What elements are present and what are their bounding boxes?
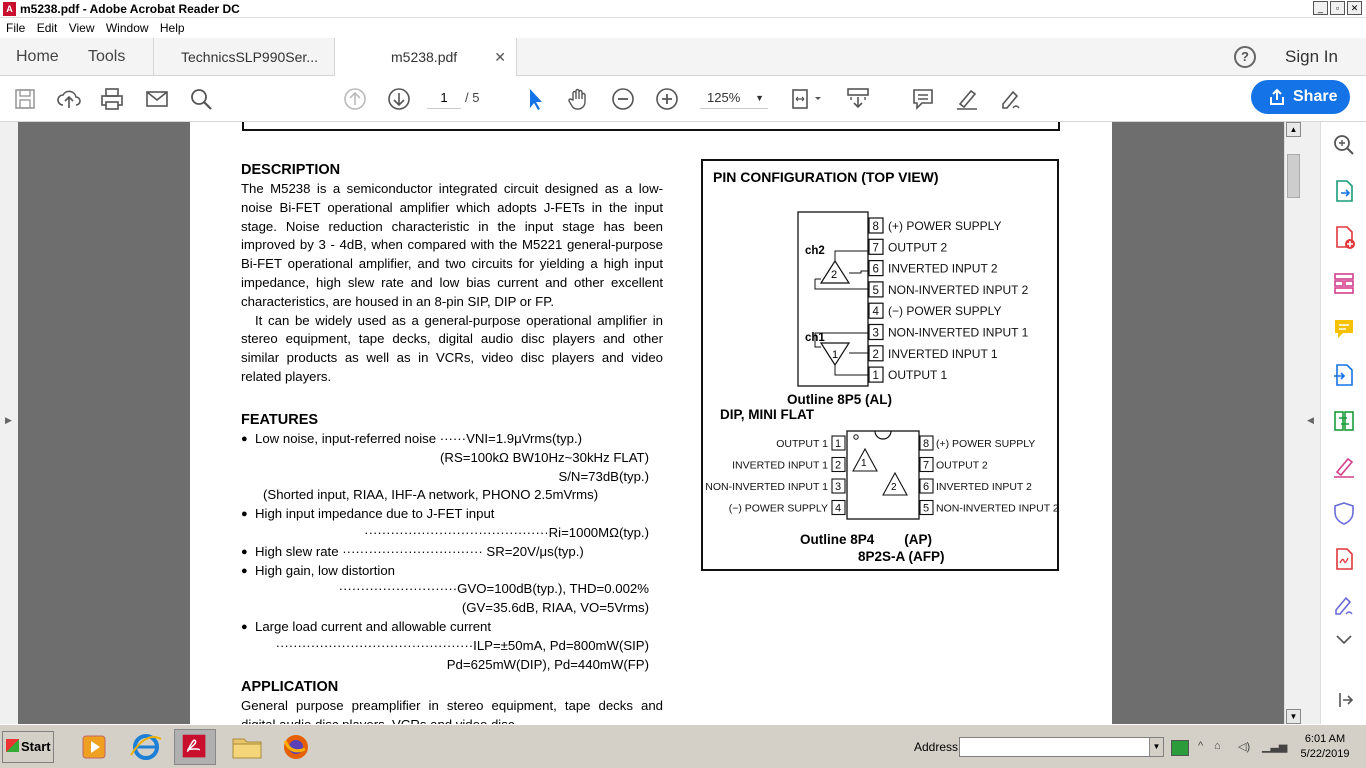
dip-pin-label: INVERTED INPUT 1 [732,459,828,472]
dip-pin-label: OUTPUT 2 [936,459,988,472]
menu-window[interactable]: Window [105,21,149,35]
window-title: m5238.pdf - Adobe Acrobat Reader DC [20,2,240,16]
internet-explorer-icon[interactable] [125,729,167,765]
dip-amp-2-number: 2 [891,482,897,493]
menu-edit[interactable]: Edit [36,21,58,35]
page-number-input[interactable]: 1 [427,87,461,109]
clock-time: 6:01 AM [1304,733,1346,745]
file-explorer-icon[interactable] [226,729,268,765]
feature-detail: ···························GVO=100dB(typ.), THD=0.002% [338,581,649,597]
features-section [241,410,663,674]
windows-logo-icon [6,739,19,752]
acrobat-app-icon: A [3,2,16,16]
acrobat-taskbar-icon[interactable] [174,729,216,765]
toolbar [0,76,1366,122]
next-page-icon[interactable] [386,86,412,112]
zoom-search-icon[interactable] [1331,132,1357,158]
sip-pin-label: OUTPUT 1 [888,368,948,383]
media-player-icon[interactable] [74,729,116,765]
feature-detail: (RS=100kΩ BW10Hz~30kHz FLAT) [440,449,649,465]
right-panel-toggle-strip[interactable] [1302,122,1320,724]
network-tray-icon[interactable]: ⌂ [1214,740,1221,752]
chevron-down-icon: ▼ [755,93,764,103]
collapse-panel-icon[interactable] [1331,690,1357,710]
dip-pin-number: 8 [923,438,930,450]
feature-item: ● Low noise, input-referred noise ······VNI=1.9μVrms(typ.) [241,430,663,449]
system-clock[interactable] [1294,732,1356,762]
pin-configuration-box [701,159,1059,571]
export-pdf-icon[interactable] [1331,178,1357,204]
save-icon[interactable] [12,86,38,112]
feature-detail: Pd=625mW(DIP), Pd=440mW(FP) [446,656,649,672]
sip-pin-number: 6 [872,263,879,276]
features-heading: FEATURES [241,412,319,428]
send-for-review-icon[interactable] [1331,362,1357,388]
ch1-label: ch1 [805,332,825,344]
pin-configuration-title: PIN CONFIGURATION (TOP VIEW) [713,169,939,185]
tab-label: m5238.pdf [391,49,458,65]
share-button[interactable]: Share [1251,80,1350,114]
tab-label: TechnicsSLP990Ser... [181,49,318,65]
dip-outline-label-2: 8P2S-A (AFP) [858,549,945,564]
page-border-line [242,122,1060,131]
tray-chevron-icon[interactable]: ^ [1198,740,1204,752]
document-viewport[interactable] [0,122,1320,724]
dip-pin-label: NON-INVERTED INPUT 1 [705,481,828,493]
feature-item: ● High gain, low distortion [241,562,663,581]
tab-bar [0,38,1366,76]
feature-detail: (GV=35.6dB, RIAA, VO=5Vrms) [461,600,649,616]
sign-in-link[interactable]: Sign In [1285,47,1338,66]
title-bar [0,0,1366,18]
sip-pin-label: INVERTED INPUT 1 [888,346,998,361]
collapse-right-panel-icon[interactable]: ◀ [1307,415,1314,425]
search-icon[interactable] [188,86,214,112]
page-total: / 5 [465,90,480,105]
dip-pin-number: 2 [835,459,842,472]
dip-pin-number: 4 [835,502,842,515]
minimize-button[interactable]: _ [1313,1,1328,15]
amp-1-number: 1 [832,349,839,361]
dip-pin-label: (+) POWER SUPPLY [936,438,1036,450]
dip-pin-label: INVERTED INPUT 2 [936,481,1032,493]
restore-button[interactable]: ▫ [1330,1,1345,15]
feature-item: ● High input impedance due to J-FET input [241,505,663,524]
dip-pin-label: NON-INVERTED INPUT 2 [936,502,1059,515]
dip-pin-label: (−) POWER SUPPLY [728,502,828,515]
email-icon[interactable] [144,86,170,112]
firefox-icon[interactable] [275,729,317,765]
feature-detail: (Shorted input, RIAA, IHF-A network, PHONO 2.5mVrms) [263,487,599,503]
clock-date: 5/22/2019 [1300,748,1350,760]
hand-tool-icon[interactable] [566,86,592,112]
tab-document-m5238[interactable] [334,38,516,77]
description-paragraph-1: The M5238 is a semiconductor integrated circuit designed as a low-noise Bi-FET operational amplifier which adopts J-FETs in the input stage. Noise reduction characteristic in the input stage has been improved by 3 - 4dB, when compared with the M5221 general-purpose Bi-FET operational amplifier, and two circuits for yielding a high input impedance, high slew rate and low bias current and other excellent characteristics, are housed in an 8-pin SIP, DIP or FP. [241,181,663,309]
volume-icon[interactable]: ◁) [1238,741,1251,753]
protect-shield-icon[interactable] [1331,500,1357,526]
dip-pin-number: 7 [923,459,930,472]
description-section [241,160,663,387]
highlight-pen-icon[interactable] [954,86,980,112]
address-input[interactable] [959,737,1164,757]
dip-pin-label: OUTPUT 1 [776,438,828,450]
previous-page-icon[interactable] [342,86,368,112]
application-heading: APPLICATION [241,679,339,695]
sip-pin-label: (+) POWER SUPPLY [888,219,1002,233]
sip-pin-number: 4 [872,306,879,319]
create-pdf-icon[interactable] [1331,224,1357,250]
left-panel-collapsed[interactable] [0,122,18,724]
edit-pdf-icon[interactable] [1331,546,1357,572]
taskbar [0,724,1366,768]
request-signature-icon[interactable] [1331,592,1357,618]
feature-detail: S/N=73dB(typ.) [558,468,649,484]
start-button[interactable]: Start [2,731,54,763]
scroll-down-button[interactable]: ▼ [1286,709,1301,724]
sip-pin-number: 1 [872,370,879,383]
dip-amp-1-number: 1 [861,458,867,469]
address-dropdown-icon[interactable]: ▼ [1149,738,1163,756]
scroll-up-button[interactable]: ▲ [1286,122,1301,137]
zoom-value: 125% [707,90,741,105]
menu-file[interactable]: File [6,21,26,35]
sip-pin-number: 2 [872,348,879,361]
close-tab-icon[interactable]: ✕ [494,49,506,65]
sip-pin-label: NON-INVERTED INPUT 1 [888,325,1029,340]
dip-pin-number: 3 [835,481,842,493]
feature-item: ● Large load current and allowable current [241,618,663,637]
sip-pin-label: INVERTED INPUT 2 [888,261,998,276]
menu-help[interactable]: Help [159,21,185,35]
fill-sign-icon[interactable] [1331,454,1357,480]
expand-left-panel-icon[interactable]: ▶ [5,415,12,425]
sip-pin-number: 3 [872,327,879,340]
dip-pin-number: 1 [835,438,842,450]
sip-pin-number: 8 [872,221,879,233]
sip-pin-label: OUTPUT 2 [888,240,948,255]
print-icon[interactable] [99,86,125,112]
ch2-label: ch2 [805,245,825,257]
feature-detail: ·············································ILP=±50mA, Pd=800mW(SIP) [275,637,649,653]
application-paragraph: General purpose preamplifier in stereo equipment, tape decks and [241,698,663,713]
dip-heading: DIP, MINI FLAT [720,407,814,422]
compare-files-icon[interactable] [1331,408,1357,434]
sip-pin-number: 5 [872,284,879,297]
sign-pen-icon[interactable] [998,86,1024,112]
right-tools-panel [1320,122,1366,724]
dip-package-body [847,431,919,519]
tab-tools[interactable]: Tools [88,48,126,65]
menu-bar [0,18,1366,38]
share-icon [1268,88,1286,106]
description-paragraph-2: It can be widely used as a general-purpose operational amplifier in stereo equipment, tape decks, digital audio disc players and other similar products as well as in VCRs, video disc players and video related players. [241,312,663,384]
fit-page-icon[interactable] [790,86,826,112]
pin-configuration-diagram [703,161,1061,573]
sip-pin-label: (−) POWER SUPPLY [888,304,1002,319]
dip-pin-number: 6 [923,481,930,493]
close-window-button[interactable]: ✕ [1347,1,1362,15]
feature-item: ● High slew rate ································ SR=20V/μs(typ.) [241,543,663,562]
scroll-mode-icon[interactable] [845,86,871,112]
dip-outline-label: Outline 8P4 (AP) [800,532,933,547]
tab-document-technics[interactable] [153,38,334,76]
organize-pages-icon[interactable] [1331,270,1357,296]
help-icon[interactable]: ? [1234,46,1256,68]
upload-cloud-icon[interactable] [56,86,82,112]
go-arrow-icon[interactable] [1171,740,1189,756]
signal-bars-icon[interactable]: ▁▃▅ [1262,741,1288,753]
scroll-thumb[interactable] [1287,154,1300,198]
sip-outline-label: Outline 8P5 (AL) [787,392,893,407]
zoom-level-select[interactable] [700,87,768,109]
amp-2-number: 2 [831,269,838,281]
comment-icon[interactable] [910,86,936,112]
description-heading: DESCRIPTION [241,162,341,178]
tab-home[interactable]: Home [16,48,59,65]
pdf-page [190,122,1112,724]
address-label: Address [914,740,959,754]
zoom-in-icon[interactable] [654,86,680,112]
more-tools-chevron-icon[interactable] [1331,632,1357,648]
select-cursor-icon[interactable] [522,86,548,112]
comment-tool-icon[interactable] [1331,316,1357,342]
menu-view[interactable]: View [68,21,95,35]
vertical-scrollbar[interactable] [1284,122,1302,724]
feature-detail: ··········································Ri=1000MΩ(typ.) [364,524,649,540]
dip-pin-number: 5 [923,502,930,515]
sip-pin-number: 7 [872,242,879,255]
zoom-out-icon[interactable] [610,86,636,112]
sip-pin-label: NON-INVERTED INPUT 2 [888,282,1029,297]
